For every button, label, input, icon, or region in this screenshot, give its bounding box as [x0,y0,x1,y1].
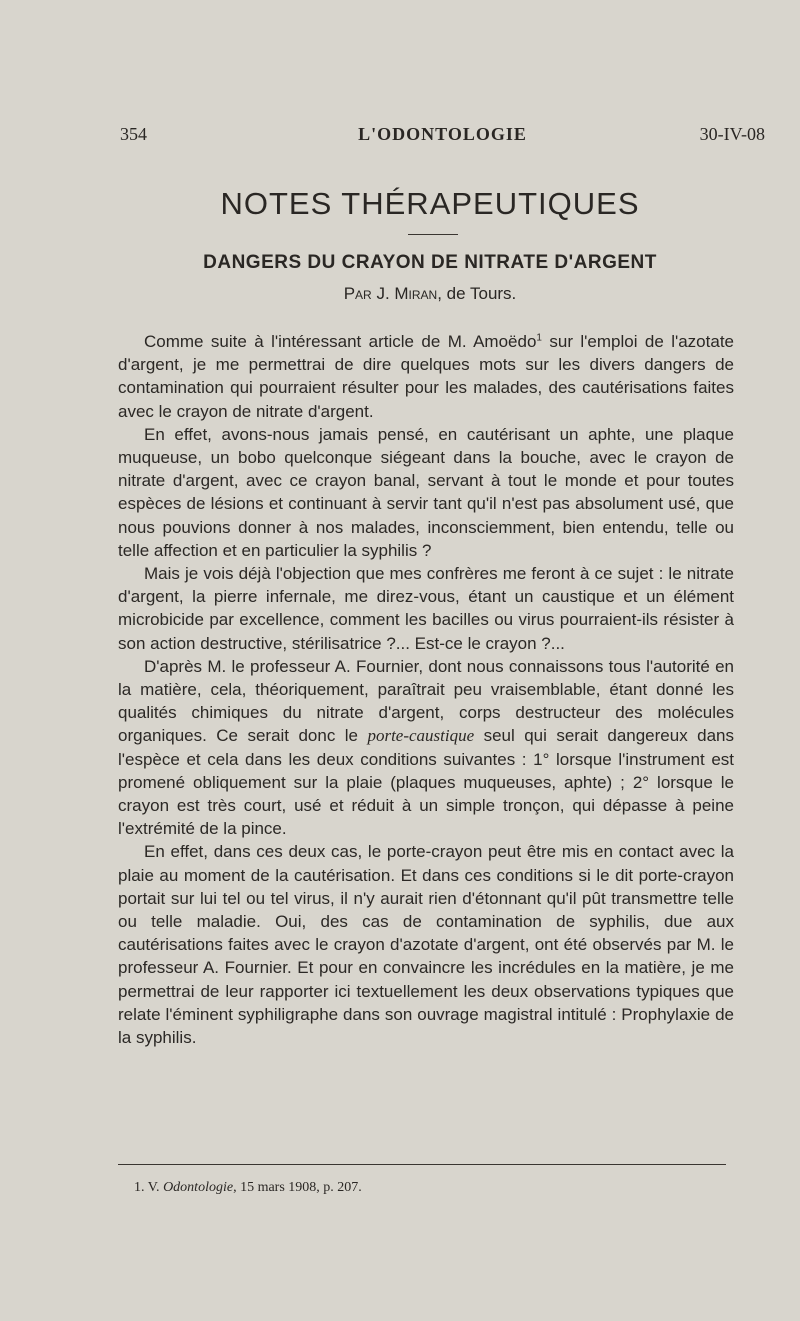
page-number: 354 [120,124,147,144]
paragraph-1-start: Comme suite à l'intéressant article de M. Amoëdo [144,332,537,351]
paragraph-2: En effet, avons-nous jamais pensé, en cautérisant un aphte, une plaque muqueuse, un bobo quelconque siégeant dans la bouche, avec le crayon de nitrate d'argent, avec ce crayon banal, servant à tout le monde et pour toutes espèces de lésions et continuant à servir tant qu'il n'est pas absolument usé, que nous pouvions donner à nos malades, inconsciemment, bien entendu, telle ou telle affection et en particulier la syphilis ? [118,424,734,560]
paragraph-4-end: seul qui serait dangereux dans l'espèce et cela dans les deux conditions suivantes : 1° lorsque l'instrument est promené obliquement sur la plaie (plaques muqueuses, aphte) ; 2° lorsque le crayon est très court, usé et réduit à un simple tronçon, qui dépasse à peine l'extrémité de la pince. [118,726,735,839]
paragraph-4 [118,655,734,841]
byline-author: J. Miran [376,284,438,303]
paragraph-1 [118,330,734,423]
paragraph-4-start: D'après M. le professeur A. Fournier, dont nous connaissons tous l'autorité en la matière, cela, théoriquement, paraîtrait peu vraisemblable, étant donné les qualités chimiques du nitrate d'argent, corps destructeur des molécules organiques. Ce serait donc le [118,656,734,746]
section-title: NOTES THÉRAPEUTIQUES [220,186,640,221]
article-body [118,330,734,1049]
journal-name: L'ODONTOLOGIE [358,124,527,144]
footnote-journal: Odontologie [163,1180,234,1195]
footnote-number: 1. V. [134,1180,164,1195]
issue-date: 30-IV-08 [699,124,765,144]
footnote-reference: 1 [536,332,542,344]
paragraph-3: Mais je vois déjà l'objection que mes confrères me feront à ce sujet : le nitrate d'argent, la pierre infernale, me direz-vous, étant un caustique et un élément microbicide par excellence, comment les bacilles ou virus pourraient-ils résister à son action destructive, stérilisatrice ?... Est-ce le crayon ?... [118,564,734,653]
paragraph-1-end: sur l'emploi de l'azotate d'argent, je me permettrai de dire quelques mots sur les divers dangers de contamination qui pourraient résulter pour les malades, des cautérisations faites avec le crayon de nitrate d'argent. [118,332,734,421]
footnote [134,1180,734,1196]
article-title: DANGERS DU CRAYON DE NITRATE D'ARGENT [203,252,657,273]
byline-par: Par [343,284,372,303]
running-header [120,124,765,152]
byline-place: , de Tours. [437,284,517,303]
byline [0,284,800,304]
footnote-rule [118,1164,726,1165]
paragraph-5: En effet, dans ces deux cas, le porte-crayon peut être mis en contact avec la plaie au moment de la cautérisation. Et dans ces conditions si le dit porte-crayon portait sur lui tel ou tel virus, il n'y aurait rien d'étonnant qu'il pût transmettre telle ou telle maladie. Oui, des cas de contamination de syphilis, due aux cautérisations faites avec le crayon d'azotate d'argent, ont été observés par M. le professeur A. Fournier. Et pour en convaincre les incrédules en la matière, je me permettrai de leur rapporter ici textuellement les deux observations typiques que relate l'éminent syphiligraphe dans son ouvrage magistral intitulé : Prophylaxie de la syphilis. [118,842,734,1048]
title-rule [408,234,458,235]
paragraph-4-emphasis: porte-caustique [367,726,475,746]
footnote-rest: , 15 mars 1908, p. 207. [233,1180,362,1195]
